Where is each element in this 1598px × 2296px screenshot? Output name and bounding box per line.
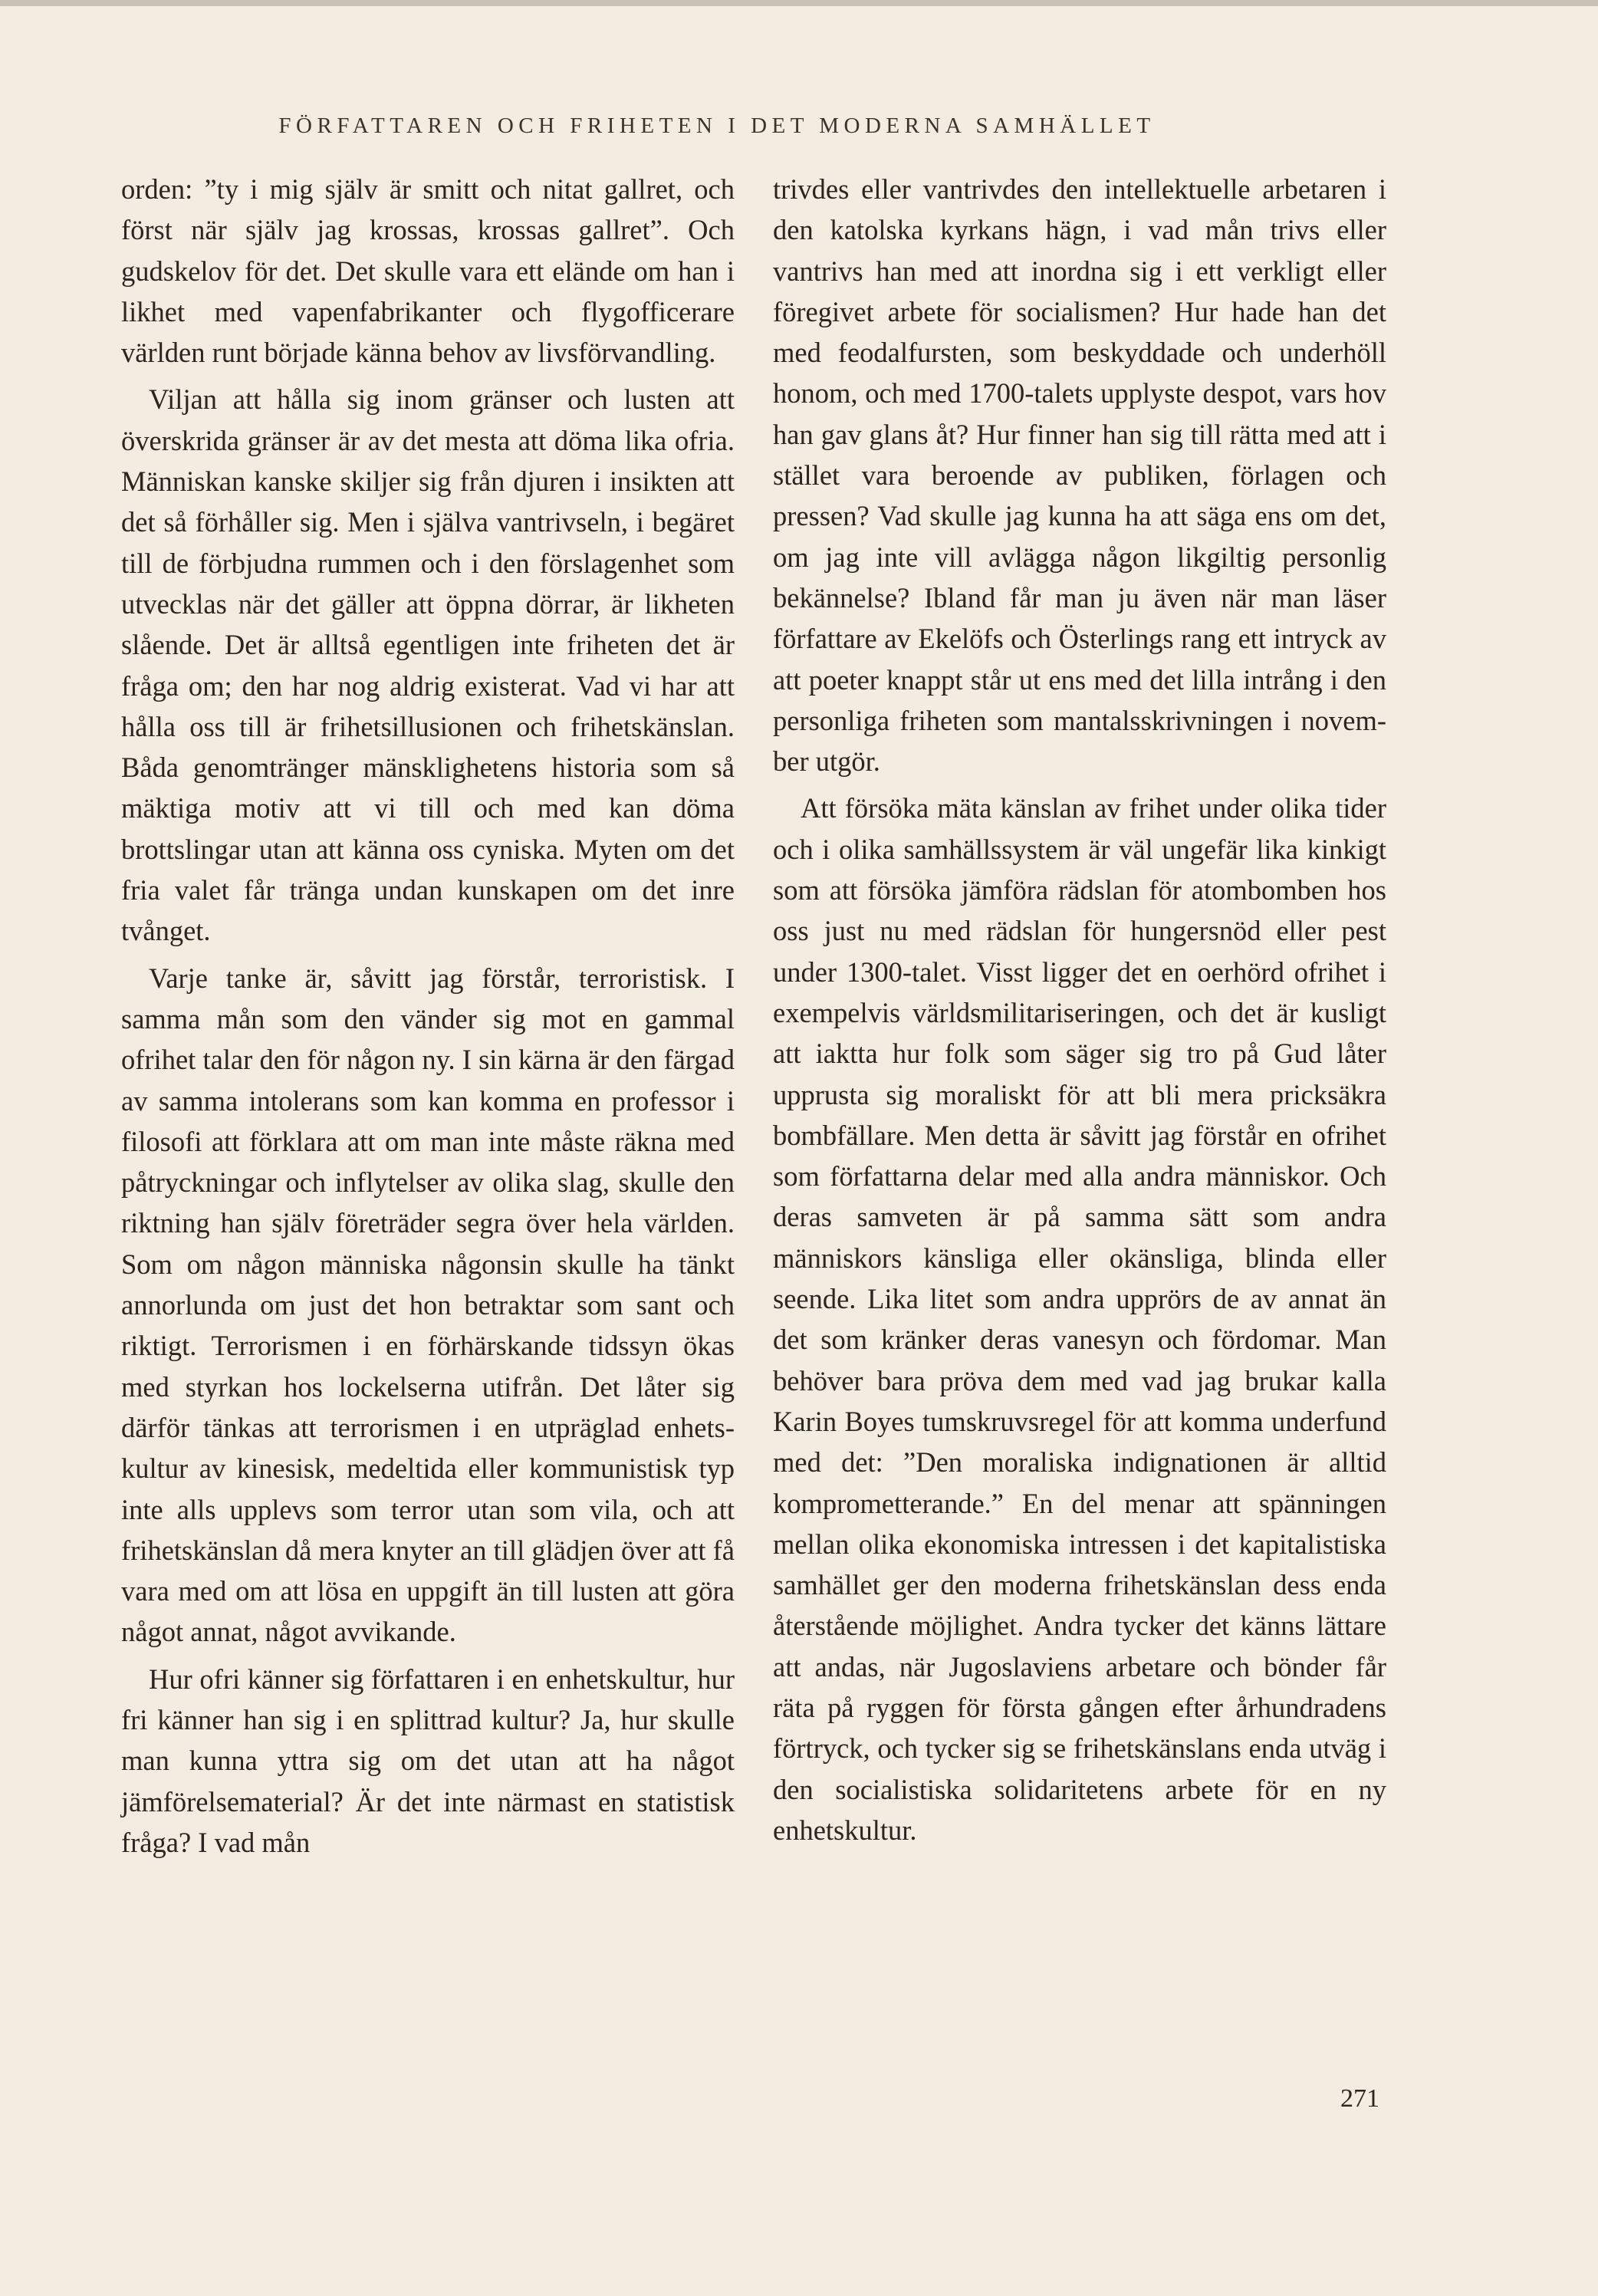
paragraph: Varje tanke är, såvitt jag förstår, terroristisk. I samma mån som den vänder sig mot en gammal ofrihet talar den för någon ny. I sin kärna är den färgad av samma intolerans som kan komma en professor i filosofi att förklara att om man inte måste räkna med påtryckningar och inflytelser av olika slag, skulle den riktning han själv företräder segra över hela världen. Som om någon människa någonsin skulle ha tänkt annorlunda om just det hon betraktar som sant och riktigt. Terrorismen i en förhärskande tidssyn ökas med styrkan hos lockelserna utifrån. Det låter sig därför tänkas att terrorismen i en utpräglad enhetskultur av kinesisk, medeltida eller kommunistisk typ inte alls upplevs som terror utan som vila, och att frihetskänslan då mera knyter an till glädjen över att få vara med om att lösa en uppgift än till lusten att göra något annat, något avvikande. [121, 962, 735, 1648]
paragraph: orden: ”ty i mig själv är smitt och nitat gallret, och först när själv jag krossas, krossas gallret”. Och gudskelov för det. Det skulle vara ett elände om han i likhet med vapenfabrikanter och flygofficerare världen runt började känna behov av livsförvandling. [121, 173, 735, 369]
paragraph: Hur ofri känner sig författaren i en enhetskultur, hur fri känner han sig i en splittrad kultur? Ja, hur skulle man kunna yttra sig om det utan att ha något jämförelsematerial? Är det inte närmast en statistisk fråga? I vad mån [121, 1663, 735, 1858]
scan-edge [0, 0, 1598, 6]
running-header: FÖRFATTAREN OCH FRIHETEN I DET MODERNA SAMHÄLLET [278, 113, 1156, 138]
right-text-column [773, 169, 1386, 1850]
page-number: 271 [1340, 2084, 1379, 2113]
paragraph: Viljan att hålla sig inom gränser och lusten att överskrida gränser är av det mesta att döma lika ofria. Människan kanske skiljer sig från djuren i insikten att det så förhåller sig. Men i själva vantrivseln, i begäret till de förbjudna rummen och i den förslagenhet som utvecklas när det gäller att öppna dörrar, är likheten slående. Det är alltså egentligen inte friheten det är fråga om; den har nog aldrig existerat. Vad vi har att hålla oss till är frihetsillusionen och frihetskänslan. Båda genomtränger mänsklighetens historia som så mäktiga motiv att vi till och med kan döma brottslingar utan att känna oss cyniska. Myten om det fria valet får tränga undan kunskapen om det inre tvånget. [121, 383, 735, 947]
paragraph: Att försöka mäta känslan av frihet under olika tider och i olika samhällssystem är väl ungefär lika kinkigt som att försöka jämföra rädslan för atombomben hos oss just nu med rädslan för hungersnöd eller pest under 1300-talet. Visst ligger det en oerhörd ofrihet i exempelvis världsmilitariseringen, och det är kusligt att iaktta hur folk som säger sig tro på Gud låter upprusta sig moraliskt för att bli mera pricksäkra bombfällare. Men detta är såvitt jag förstår en ofrihet som författarna delar med alla andra människor. Och deras samveten är på samma sätt som andra människors känsliga eller okänsliga, blinda eller seende. Lika litet som andra upprörs de av annat än det som kränker deras vanesyn och fördomar. Man behöver bara pröva dem med vad jag brukar kalla Karin Boyes tumskruvsregel för att komma underfund med det: ”Den moraliska indignationen är alltid komprometterande.” En del menar att spänningen mellan olika ekonomiska intressen i det kapitalistiska samhället ger den moderna frihetskänslan dess enda återstående möjlighet. Andra tycker det känns lättare att andas, när Jugoslaviens arbetare och bönder får räta på ryggen för första gången efter århundradens förtryck, och tycker sig se frihetskänslans enda utväg i den socialistiska solidaritetens arbete för en ny enhetskultur. [773, 792, 1386, 1846]
paragraph: trivdes eller vantrivdes den intellektuelle arbetaren i den katolska kyrkans hägn, i vad mån trivs eller vantrivs han med att inordna sig i ett verkligt eller föregivet arbete för socialismen? Hur hade han det med feodalfursten, som beskyddade och underhöll honom, och med 1700-talets upplyste despot, vars hov han gav glans åt? Hur finner han sig till rätta med att i stället vara beroende av publiken, förlagen och pressen? Vad skulle jag kunna ha att säga ens om det, om jag inte vill avlägga någon likgiltig personlig bekännelse? Ibland får man ju även när man läser författare av Ekelöfs och Österlings rang ett intryck av att poeter knappt står ut ens med det lilla intrång i den personliga friheten som mantalsskrivningen i november utgör. [773, 173, 1386, 778]
left-text-column [121, 169, 735, 1863]
